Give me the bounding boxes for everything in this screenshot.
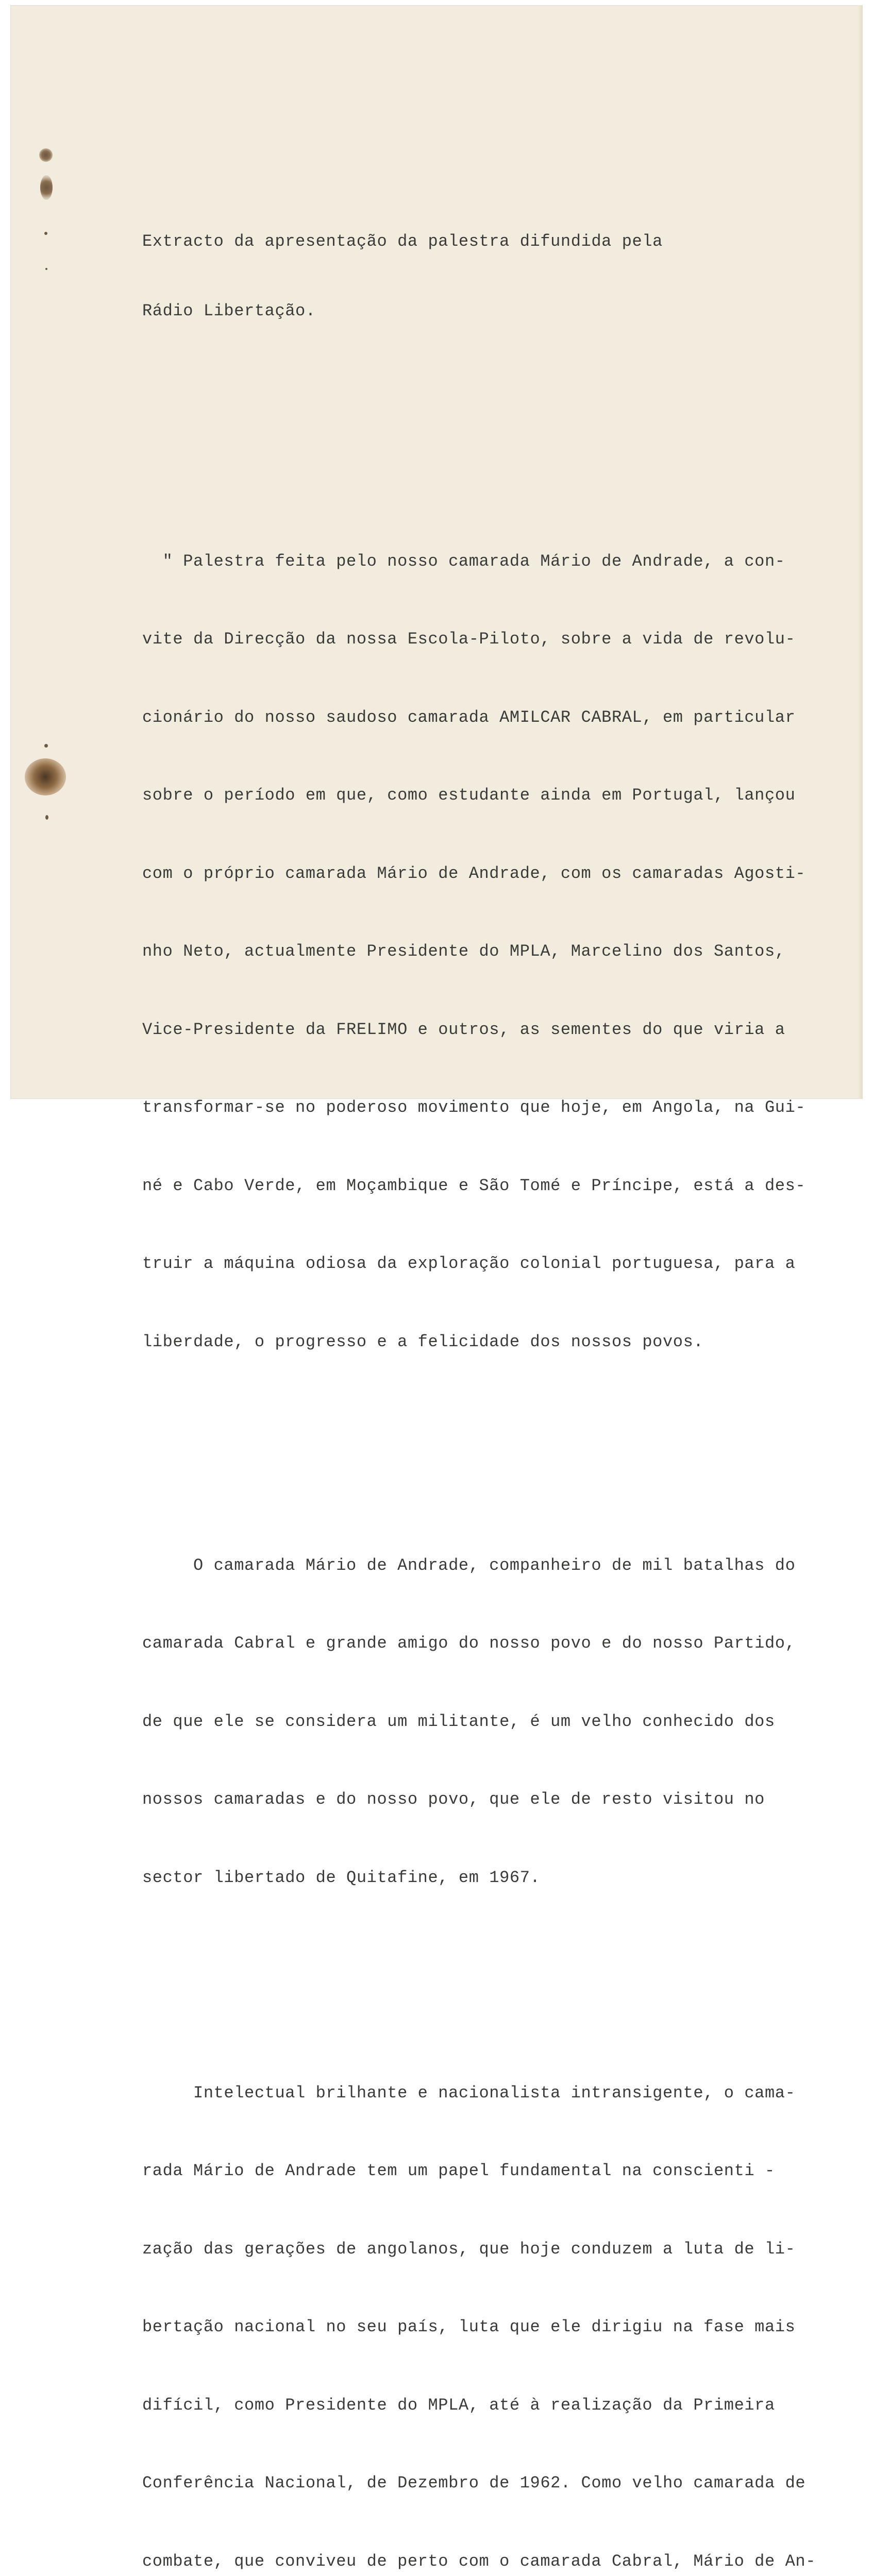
heading-line-1: Extracto da apresentação da palestra difundida pela (142, 233, 843, 250)
rust-stain (25, 758, 66, 795)
typed-text (142, 129, 843, 2576)
margin-speck (44, 232, 47, 235)
text-line: combate, que conviveu de perto com o camarada Cabral, Mário de An- (142, 2549, 843, 2575)
text-line: nho Neto, actualmente Presidente do MPLA, Marcelino dos Santos, (142, 939, 843, 965)
paper-edge (859, 5, 863, 1099)
text-line: né e Cabo Verde, em Moçambique e São Tomé e Príncipe, está a des- (142, 1173, 843, 1199)
document-page (10, 5, 863, 1099)
paragraph-2 (142, 1501, 843, 1943)
text-line: nossos camaradas e do nosso povo, que ele de resto visitou no (142, 1787, 843, 1813)
text-line: de que ele se considera um militante, é um velho conhecido dos (142, 1709, 843, 1735)
text-line: Conferência Nacional, de Dezembro de 1962. Como velho camarada de (142, 2470, 843, 2497)
heading-line-2: Rádio Libertação. (142, 302, 843, 320)
punch-hole-top (39, 148, 53, 162)
text-line: Vice-Presidente da FRELIMO e outros, as sementes do que viria a (142, 1017, 843, 1043)
text-line: bertação nacional no seu país, luta que ele dirigiu na fase mais (142, 2314, 843, 2341)
punch-hole-top-lower (40, 175, 53, 200)
margin-speck (45, 815, 48, 820)
document-heading (142, 181, 843, 372)
text-line: transformar-se no poderoso movimento que hoje, em Angola, na Gui- (142, 1095, 843, 1121)
text-line: sector libertado de Quitafine, em 1967. (142, 1865, 843, 1891)
margin-speck (45, 268, 47, 270)
text-line: zação das gerações de angolanos, que hoje conduzem a luta de li- (142, 2236, 843, 2263)
text-line: " Palestra feita pelo nosso camarada Mário de Andrade, a con- (142, 549, 843, 575)
paragraph-1 (142, 497, 843, 1408)
text-line: com o próprio camarada Mário de Andrade, com os camaradas Agosti- (142, 861, 843, 887)
text-line: liberdade, o progresso e a felicidade dos nossos povos. (142, 1329, 843, 1355)
text-line: sobre o período em que, como estudante ainda em Portugal, lançou (142, 783, 843, 809)
margin-speck (44, 744, 48, 748)
text-line: rada Mário de Andrade tem um papel fundamental na conscienti - (142, 2158, 843, 2184)
paragraph-3 (142, 2028, 843, 2576)
text-line: truir a máquina odiosa da exploração colonial portuguesa, para a (142, 1251, 843, 1277)
text-line: vite da Direcção da nossa Escola-Piloto, sobre a vida de revolu- (142, 626, 843, 653)
text-line: camarada Cabral e grande amigo do nosso povo e do nosso Partido, (142, 1631, 843, 1657)
text-line: difícil, como Presidente do MPLA, até à realização da Primeira (142, 2393, 843, 2419)
text-line: O camarada Mário de Andrade, companheiro de mil batalhas do (142, 1553, 843, 1579)
text-line: cionário do nosso saudoso camarada AMILCAR CABRAL, em particular (142, 705, 843, 731)
text-line: Intelectual brilhante e nacionalista intransigente, o cama- (142, 2080, 843, 2107)
